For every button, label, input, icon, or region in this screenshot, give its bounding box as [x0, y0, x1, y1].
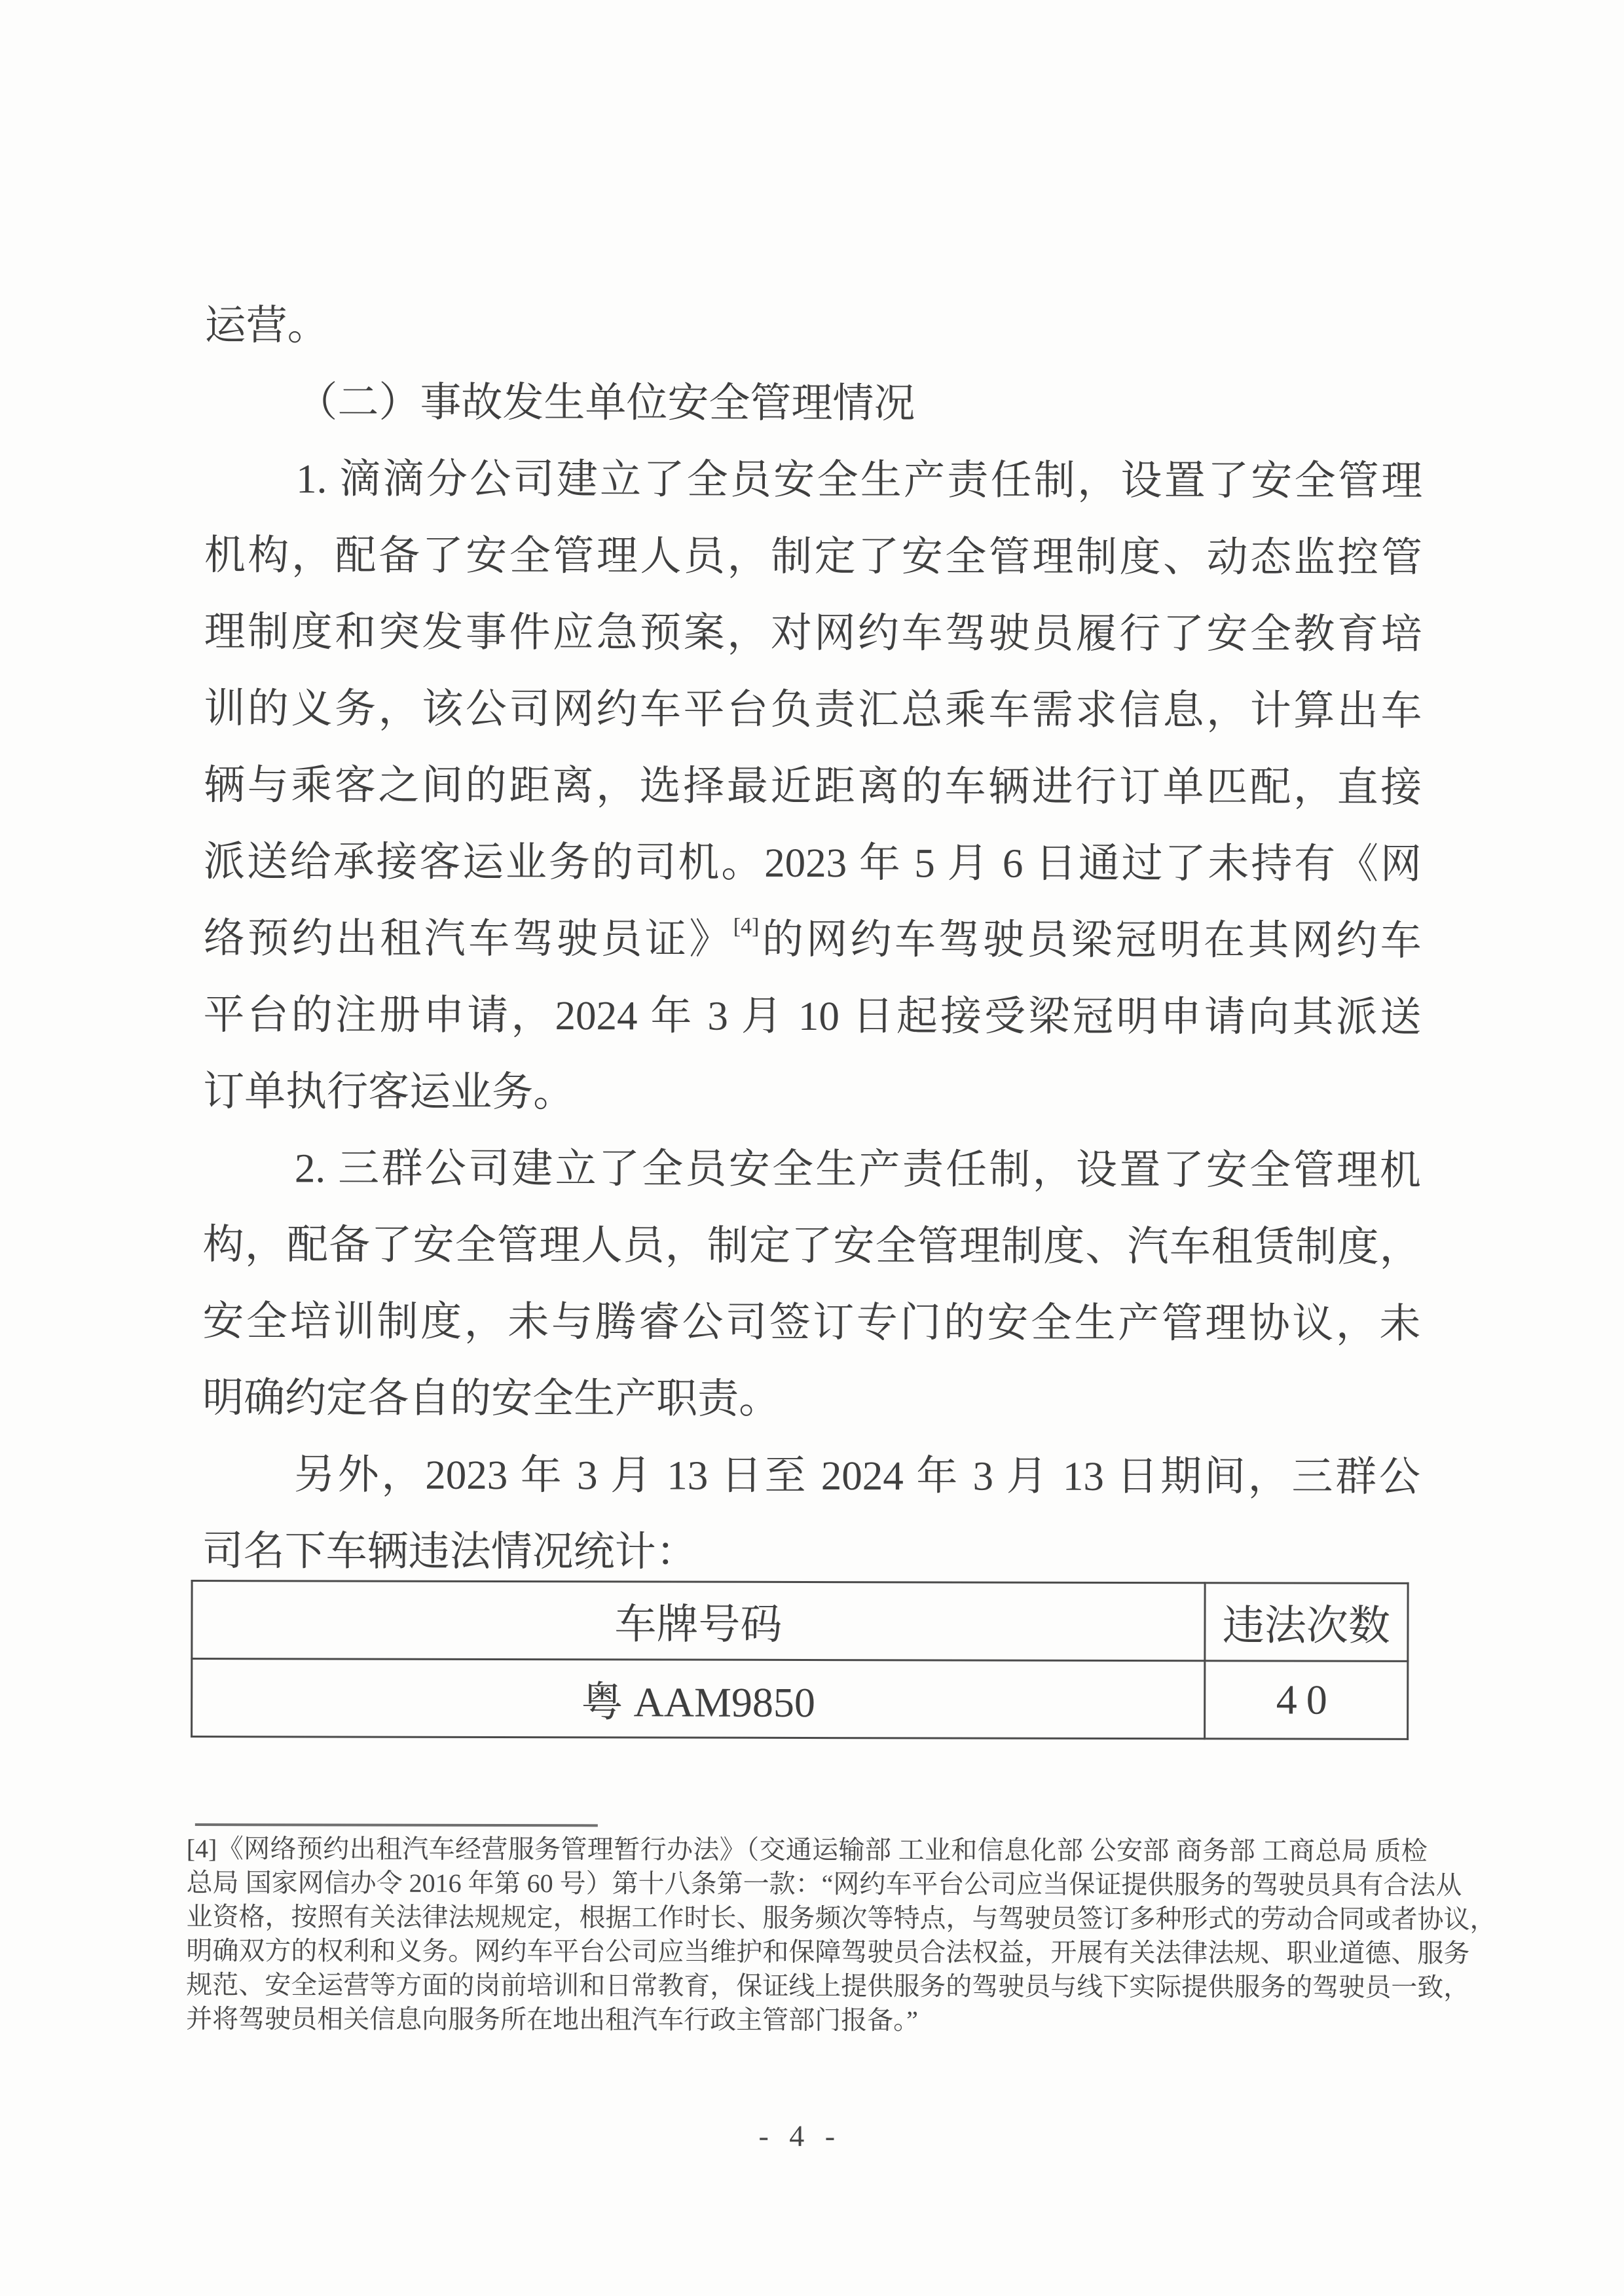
footnote-line: 总局 国家网信办令 2016 年第 60 号）第十八条第一款：“网约车平台公司应当保证提供服务的驾驶员具有合法从 — [186, 1868, 1462, 1901]
body-line-segment: 的网约车驾驶员梁冠明在其网约车 — [759, 916, 1422, 964]
footnote-separator — [195, 1823, 598, 1827]
footnote-line: [4]《网络预约出租汽车经营服务管理暂行办法》（交通运输部 工业和信息化部 公安部 商务部 工商总局 质检 — [186, 1834, 1428, 1866]
violation-count-cell — [1205, 1661, 1408, 1740]
violation-count-value: 40 — [1276, 1676, 1337, 1723]
footnote-line: 并将驾驶员相关信息向服务所在地出租汽车行政主管部门报备。” — [186, 2004, 919, 2035]
body-line: 运营。 — [204, 302, 329, 349]
body-line: 安全培训制度，未与腾睿公司签订专门的安全生产管理协议，未 — [202, 1298, 1421, 1347]
footnote-line: 明确双方的权利和义务。网约车平台公司应当维护和保障驾驶员合法权益，开展有关法律法规、职业道德、服务 — [186, 1936, 1470, 1969]
body-line: 1. 滴滴分公司建立了全员安全生产责任制，设置了安全管理 — [296, 456, 1423, 504]
violations-table — [191, 1580, 1409, 1740]
page-number: - 4 - — [758, 2119, 842, 2153]
body-line-segment: 络预约出租汽车驾驶员证》 — [203, 915, 733, 962]
footnote-block — [186, 1832, 1496, 2039]
body-text-block — [202, 287, 1423, 1592]
footnote-reference-marker: [4] — [733, 914, 760, 939]
table-header-count: 违法次数 — [1205, 1583, 1408, 1662]
body-line: 构，配备了安全管理人员，制定了安全管理制度、汽车租赁制度， — [202, 1222, 1421, 1270]
table-row — [192, 1659, 1408, 1740]
plate-number-cell: 粤 AAM9850 — [192, 1659, 1205, 1739]
body-line: 平台的注册申请，2024 年 3 月 10 日起接受梁冠明申请向其派送 — [203, 992, 1422, 1040]
body-line: 训的义务，该公司网约车平台负责汇总乘车需求信息，计算出车 — [204, 685, 1422, 734]
body-line: 理制度和突发事件应急预案，对网约车驾驶员履行了安全教育培 — [204, 609, 1422, 657]
body-line: 2. 三群公司建立了全员安全生产责任制，设置了安全管理机 — [294, 1145, 1422, 1194]
body-line: 司名下车辆违法情况统计： — [202, 1528, 697, 1575]
footnote-line: 规范、安全运营等方面的岗前培训和日常教育，保证线上提供服务的驾驶员与线下实际提供服务的驾驶员一致， — [186, 1970, 1470, 2003]
table-header-row — [192, 1581, 1408, 1662]
section-heading: （二）事故发生单位安全管理情况 — [296, 379, 915, 427]
body-line: 明确约定各自的安全生产职责。 — [202, 1375, 781, 1422]
body-line — [204, 900, 1422, 979]
footnote-line: 业资格，按照有关法律法规规定，根据工作时长、服务频次等特点，与驾驶员签订多种形式的劳动合同或者协议， — [186, 1902, 1496, 1935]
body-line: 订单执行客运业务。 — [203, 1068, 575, 1116]
table-header-plate: 车牌号码 — [192, 1581, 1205, 1661]
body-line: 另外，2023 年 3 月 13 日至 2024 年 3 月 13 日期间，三群公 — [293, 1451, 1421, 1500]
body-line: 辆与乘客之间的距离，选择最近距离的车辆进行订单匹配，直接 — [204, 762, 1422, 811]
body-line: 派送给承接客运业务的司机。2023 年 5 月 6 日通过了未持有《网 — [203, 839, 1422, 887]
body-line: 机构，配备了安全管理人员，制定了安全管理制度、动态监控管 — [204, 532, 1422, 581]
